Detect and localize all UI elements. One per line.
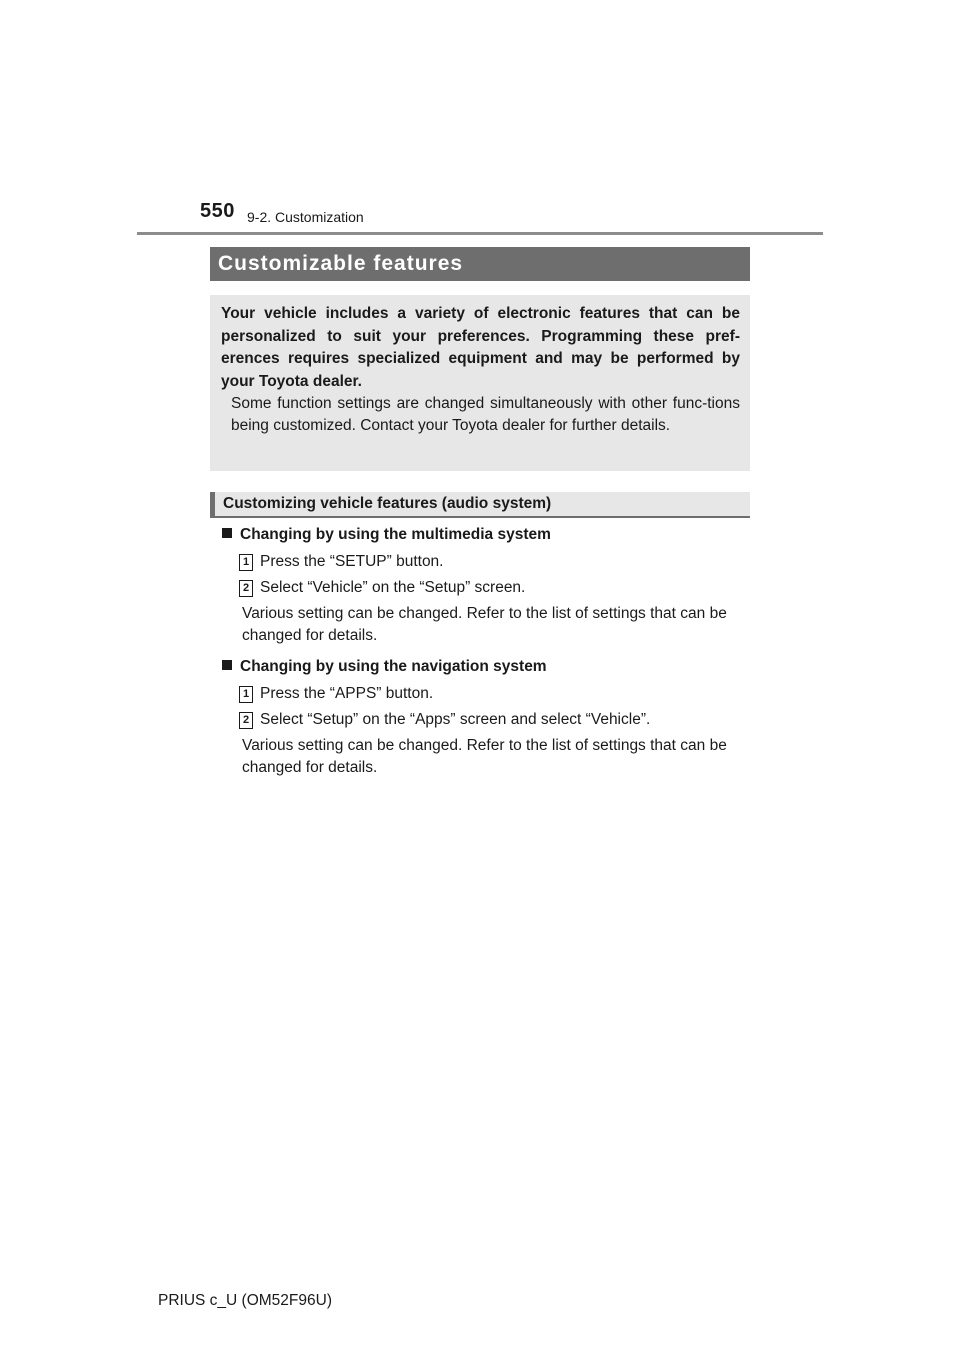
instruction-group-navigation [222,655,750,779]
square-bullet-icon [222,660,232,670]
step-text: Select “Setup” on the “Apps” screen and select “Vehicle”. [260,711,651,728]
bullet-heading-text: Changing by using the multimedia system [240,526,551,543]
step-number-badge: 1 [239,686,253,703]
bullet-heading-text: Changing by using the navigation system [240,658,547,675]
page-footer: PRIUS c_U (OM52F96U) [158,1292,332,1309]
step-note: Various setting can be changed. Refer to the list of settings that can be changed for details. [242,605,727,644]
step-item [222,575,750,601]
step-note: Various setting can be changed. Refer to the list of settings that can be changed for details. [242,737,727,776]
intro-note-text: Some function settings are changed simultaneously with other func-tions being customized. Contact your Toyota dealer for further details. [231,395,740,434]
step-item [222,549,750,575]
instruction-group-multimedia [222,523,750,647]
instructions [222,523,750,783]
step-number-badge: 2 [239,712,253,729]
bullet-heading [222,523,750,549]
step-text: Press the “APPS” button. [260,685,434,702]
page-header [0,0,960,240]
section-reference: 9-2. Customization [247,209,364,225]
bullet-heading [222,655,750,681]
step-text: Select “Vehicle” on the “Setup” screen. [260,579,526,596]
section-subheader: Customizing vehicle features (audio system) [210,492,750,518]
header-rule [137,232,823,235]
intro-lead-text: Your vehicle includes a variety of electronic features that can be personalized to suit your preferences. Programming these pref-erences requires specialized equipment and may be performed by your Toyota dealer. [221,305,740,390]
page-number: 550 [200,200,235,222]
step-item [222,681,750,707]
square-bullet-icon [222,528,232,538]
step-number-badge: 1 [239,554,253,571]
step-item [222,707,750,733]
intro-box [210,295,750,471]
step-number-badge: 2 [239,580,253,597]
step-text: Press the “SETUP” button. [260,553,444,570]
page-title: Customizable features [210,247,750,281]
